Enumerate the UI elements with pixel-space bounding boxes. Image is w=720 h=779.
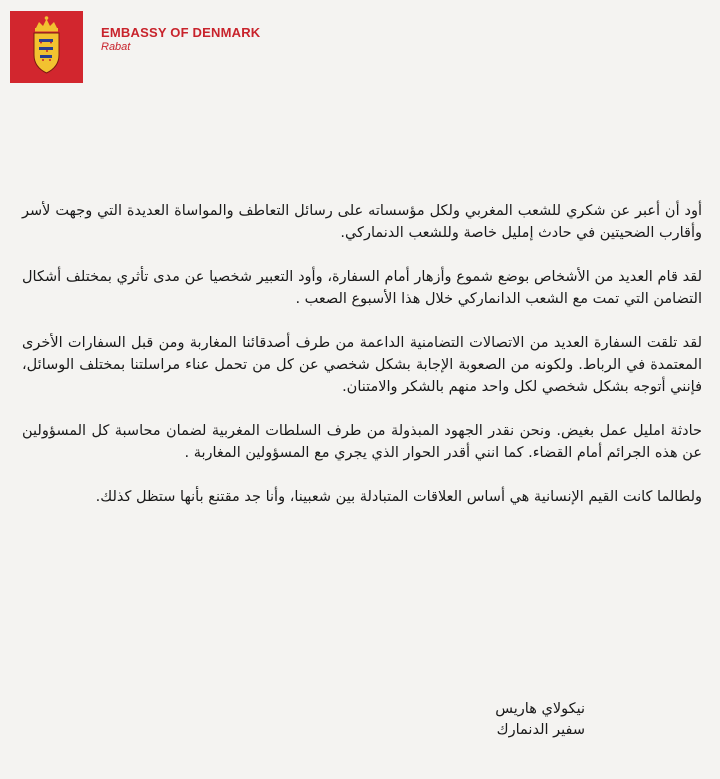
letter-paragraph: أود أن أعبر عن شكري للشعب المغربي ولكل مؤسساته على رسائل التعاطف والمواساة العديدة التي وجهت لأسر وأقارب الضحيتين في حادث إمليل خاصة وللشعب الدنماركي. xyxy=(22,203,702,241)
letter-paragraph: لقد قام العديد من الأشخاص بوضع شموع وأزهار أمام السفارة، وأود التعبير شخصيا عن مدى تأثري بمختلف أشكال التضامن التي تمت مع الشعب الدانماركي خلال هذا الأسبوع الصعب . xyxy=(22,269,702,307)
signature-block xyxy=(495,699,585,741)
signatory-name: نيكولاي هاريس xyxy=(495,701,585,717)
signatory-title: سفير الدنمارك xyxy=(496,722,585,738)
letter-body xyxy=(22,200,702,530)
embassy-city: Rabat xyxy=(101,41,131,53)
embassy-name: EMBASSY OF DENMARK xyxy=(101,25,261,40)
danish-royal-coat-of-arms-icon xyxy=(10,11,83,83)
letter-paragraph: ولطالما كانت القيم الإنسانية هي أساس العلاقات المتبادلة بين شعبينا، وأنا جد مقتنع بأنها ستظل كذلك. xyxy=(95,489,702,505)
letter-paragraph: لقد تلقت السفارة العديد من الاتصالات التضامنية الداعمة من طرف أصدقائنا المغاربة ومن قبل السفارات الأخرى المعتمدة في الرباط. ولكونه من الصعوبة الإجابة بشكل شخصي عن كل من تحمل عناء مراسلتنا بمختلف الوسائل، فإنني أتوجه بشكل شخصي لكل واحد منهم بالشكر والامتنان. xyxy=(22,335,702,395)
embassy-logo xyxy=(10,11,83,83)
letter-paragraph: حادثة امليل عمل بغيض. ونحن نقدر الجهود المبذولة من طرف السلطات المغربية لضمان محاسبة كل المسؤولين عن هذه الجرائم أمام القضاء. كما انني أقدر الحوار الذي يجري مع المسؤولين المغاربة . xyxy=(22,423,702,461)
